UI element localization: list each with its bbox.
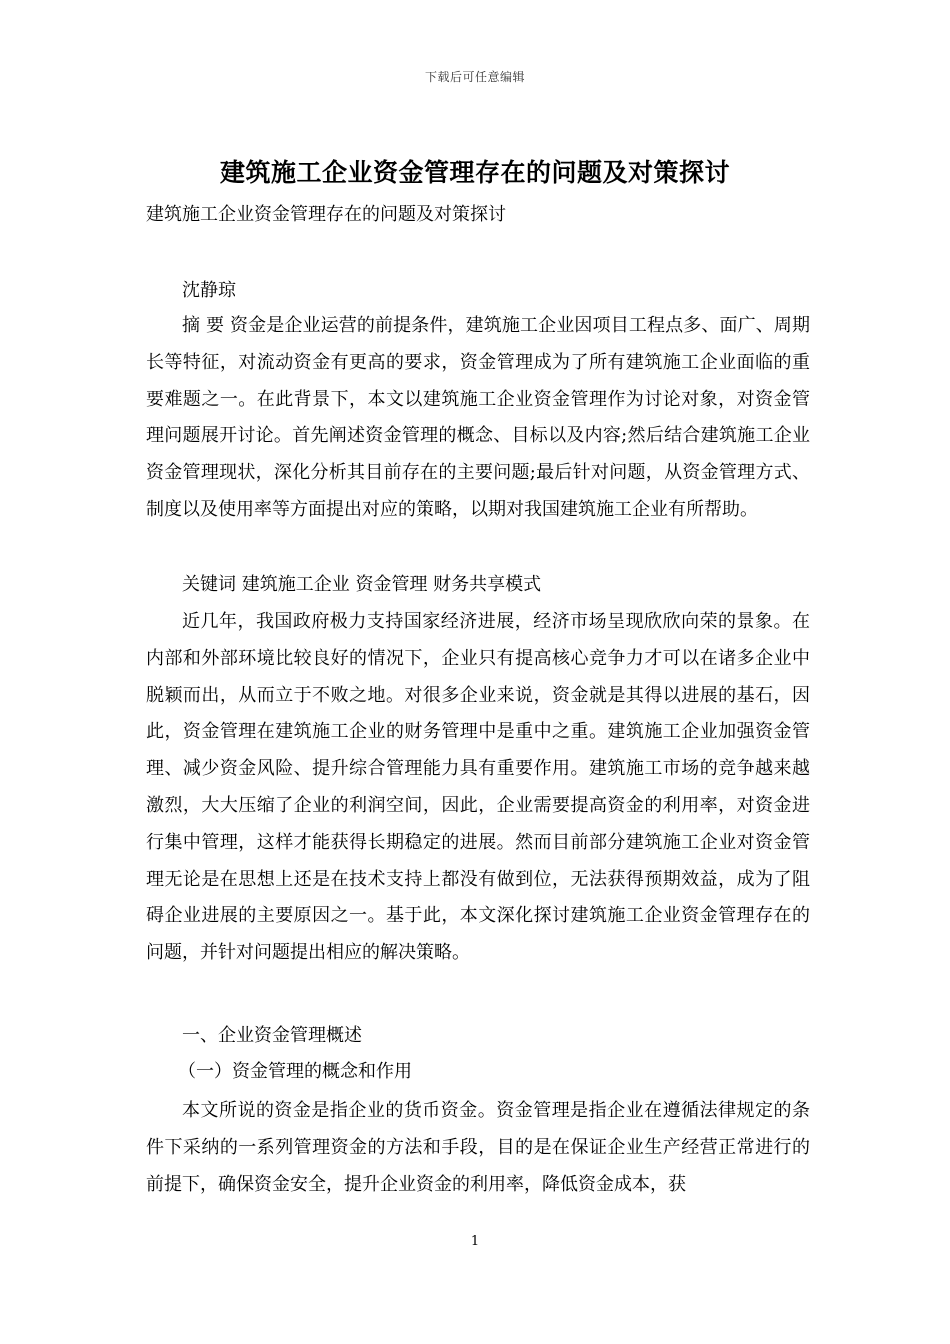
author-name: 沈静琼 [182,280,236,301]
document-subtitle: 建筑施工企业资金管理存在的问题及对策探讨 [146,204,506,225]
keywords-line: 关键词 建筑施工企业 资金管理 财务共享模式 [182,574,542,595]
introduction-paragraph: 近几年，我国政府极力支持国家经济进展，经济市场呈现欣欣向荣的景象。在内部和外部环境比较良好的情况下，企业只有提高核心竞争力才可以在诸多企业中脱颖而出，从而立于不败之地。对很多企业来说，资金就是其得以进展的基石，因此，资金管理在建筑施工企业的财务管理中是重中之重。建筑施工企业加强资金管理、减少资金风险、提升综合管理能力具有重要作用。建筑施工市场的竞争越来越激烈，大大压缩了企业的利润空间，因此，企业需要提高资金的利用率，对资金进行集中管理，这样才能获得长期稳定的进展。然而目前部分建筑施工企业对资金管理无论是在思想上还是在技术支持上都没有做到位，无法获得预期效益，成为了阻碍企业进展的主要原因之一。基于此，本文深化探讨建筑施工企业资金管理存在的问题，并针对问题提出相应的解决策略。 [146,611,810,964]
body-paragraph: 本文所说的资金是指企业的货币资金。资金管理是指企业在遵循法律规定的条件下采纳的一系列管理资金的方法和手段，目的是在保证企业生产经营正常进行的前提下，确保资金安全，提升企业资金的利用率，降低资金成本，获 [146,1100,810,1195]
section-heading: 一、企业资金管理概述 [182,1025,362,1046]
abstract-paragraph: 摘 要 资金是企业运营的前提条件，建筑施工企业因项目工程点多、面广、周期长等特征，对流动资金有更高的要求，资金管理成为了所有建筑施工企业面临的重要难题之一。在此背景下，本文以建筑施工企业资金管理作为讨论对象，对资金管理问题展开讨论。首先阐述资金管理的概念、目标以及内容;然后结合建筑施工企业资金管理现状，深化分析其目前存在的主要问题;最后针对问题，从资金管理方式、制度以及使用率等方面提出对应的策略，以期对我国建筑施工企业有所帮助。 [146,315,810,520]
header-note: 下载后可任意编辑 [424,70,525,84]
page-number: 1 [470,1234,480,1249]
subsection-heading: （一）资金管理的概念和作用 [178,1061,412,1082]
document-title: 建筑施工企业资金管理存在的问题及对策探讨 [219,158,730,187]
